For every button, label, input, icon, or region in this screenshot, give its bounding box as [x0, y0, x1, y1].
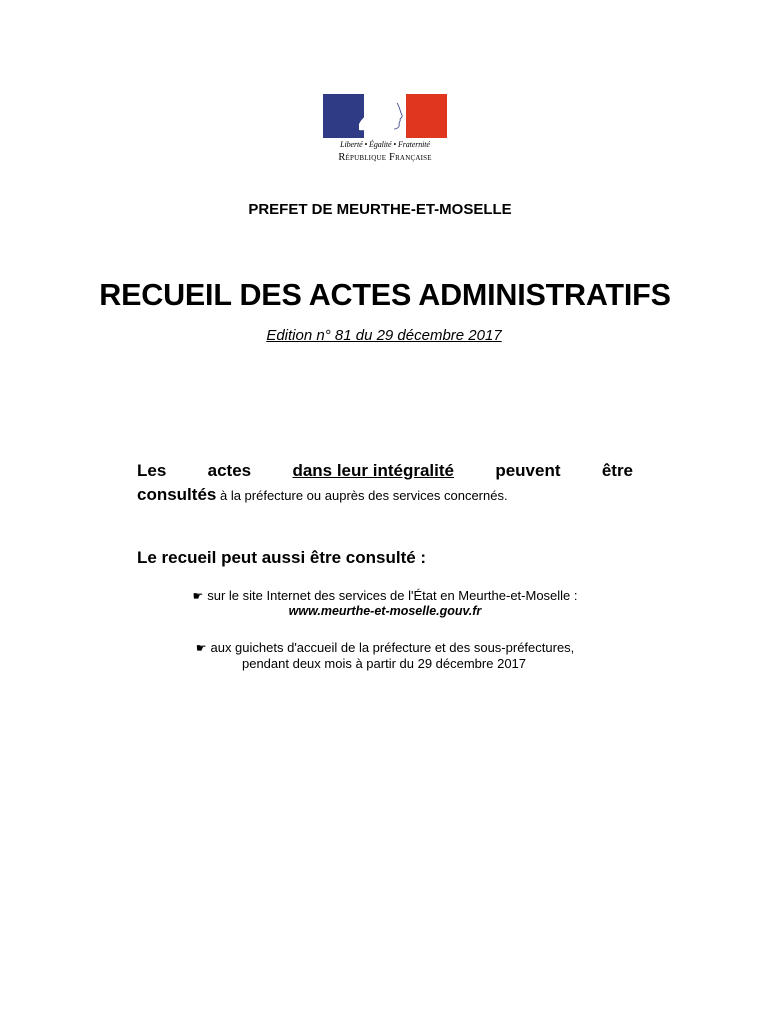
page-title: RECUEIL DES ACTES ADMINISTRATIFS	[99, 278, 671, 312]
logo-motto: Liberté • Égalité • Fraternité	[340, 140, 430, 149]
edition-subtitle: Edition n° 81 du 29 décembre 2017	[266, 327, 502, 344]
republique-francaise-logo	[320, 94, 450, 170]
recueil-heading: Le recueil peut aussi être consulté :	[137, 548, 427, 567]
actes-paragraph-line1	[137, 461, 633, 481]
actes-word-actes: actes	[207, 461, 252, 480]
pointing-hand-icon: ☛	[195, 641, 207, 655]
actes-word-integralite: dans leur intégralité	[292, 461, 454, 480]
flag-red-band	[406, 94, 447, 138]
actes-word-peuvent: peuvent	[495, 461, 561, 480]
bullet-website-text: sur le site Internet des services de l'État en Meurthe-et-Moselle :	[207, 588, 578, 603]
actes-paragraph-line2	[137, 485, 657, 505]
bullet-guichets-text: aux guichets d'accueil de la préfecture et des sous-préfectures,	[210, 640, 575, 655]
consultes-word: consultés	[137, 485, 217, 504]
website-url-link[interactable]: www.meurthe-et-moselle.gouv.fr	[288, 604, 482, 618]
marianne-flag-icon	[323, 94, 447, 138]
logo-republique-francaise: République Française	[338, 152, 432, 163]
bullet-website	[0, 588, 770, 603]
pointing-hand-icon: ☛	[192, 589, 204, 603]
bullet-guichets	[0, 640, 770, 655]
actes-word-etre: être	[601, 461, 634, 480]
bullet-guichets-line2: pendant deux mois à partir du 29 décembre 2017	[241, 656, 527, 671]
flag-blue-band	[323, 94, 364, 138]
actes-word-les: Les	[137, 461, 167, 480]
consultes-rest: à la préfecture ou auprès des services concernés.	[216, 488, 508, 503]
prefet-heading: PREFET DE MEURTHE-ET-MOSELLE	[248, 201, 512, 218]
